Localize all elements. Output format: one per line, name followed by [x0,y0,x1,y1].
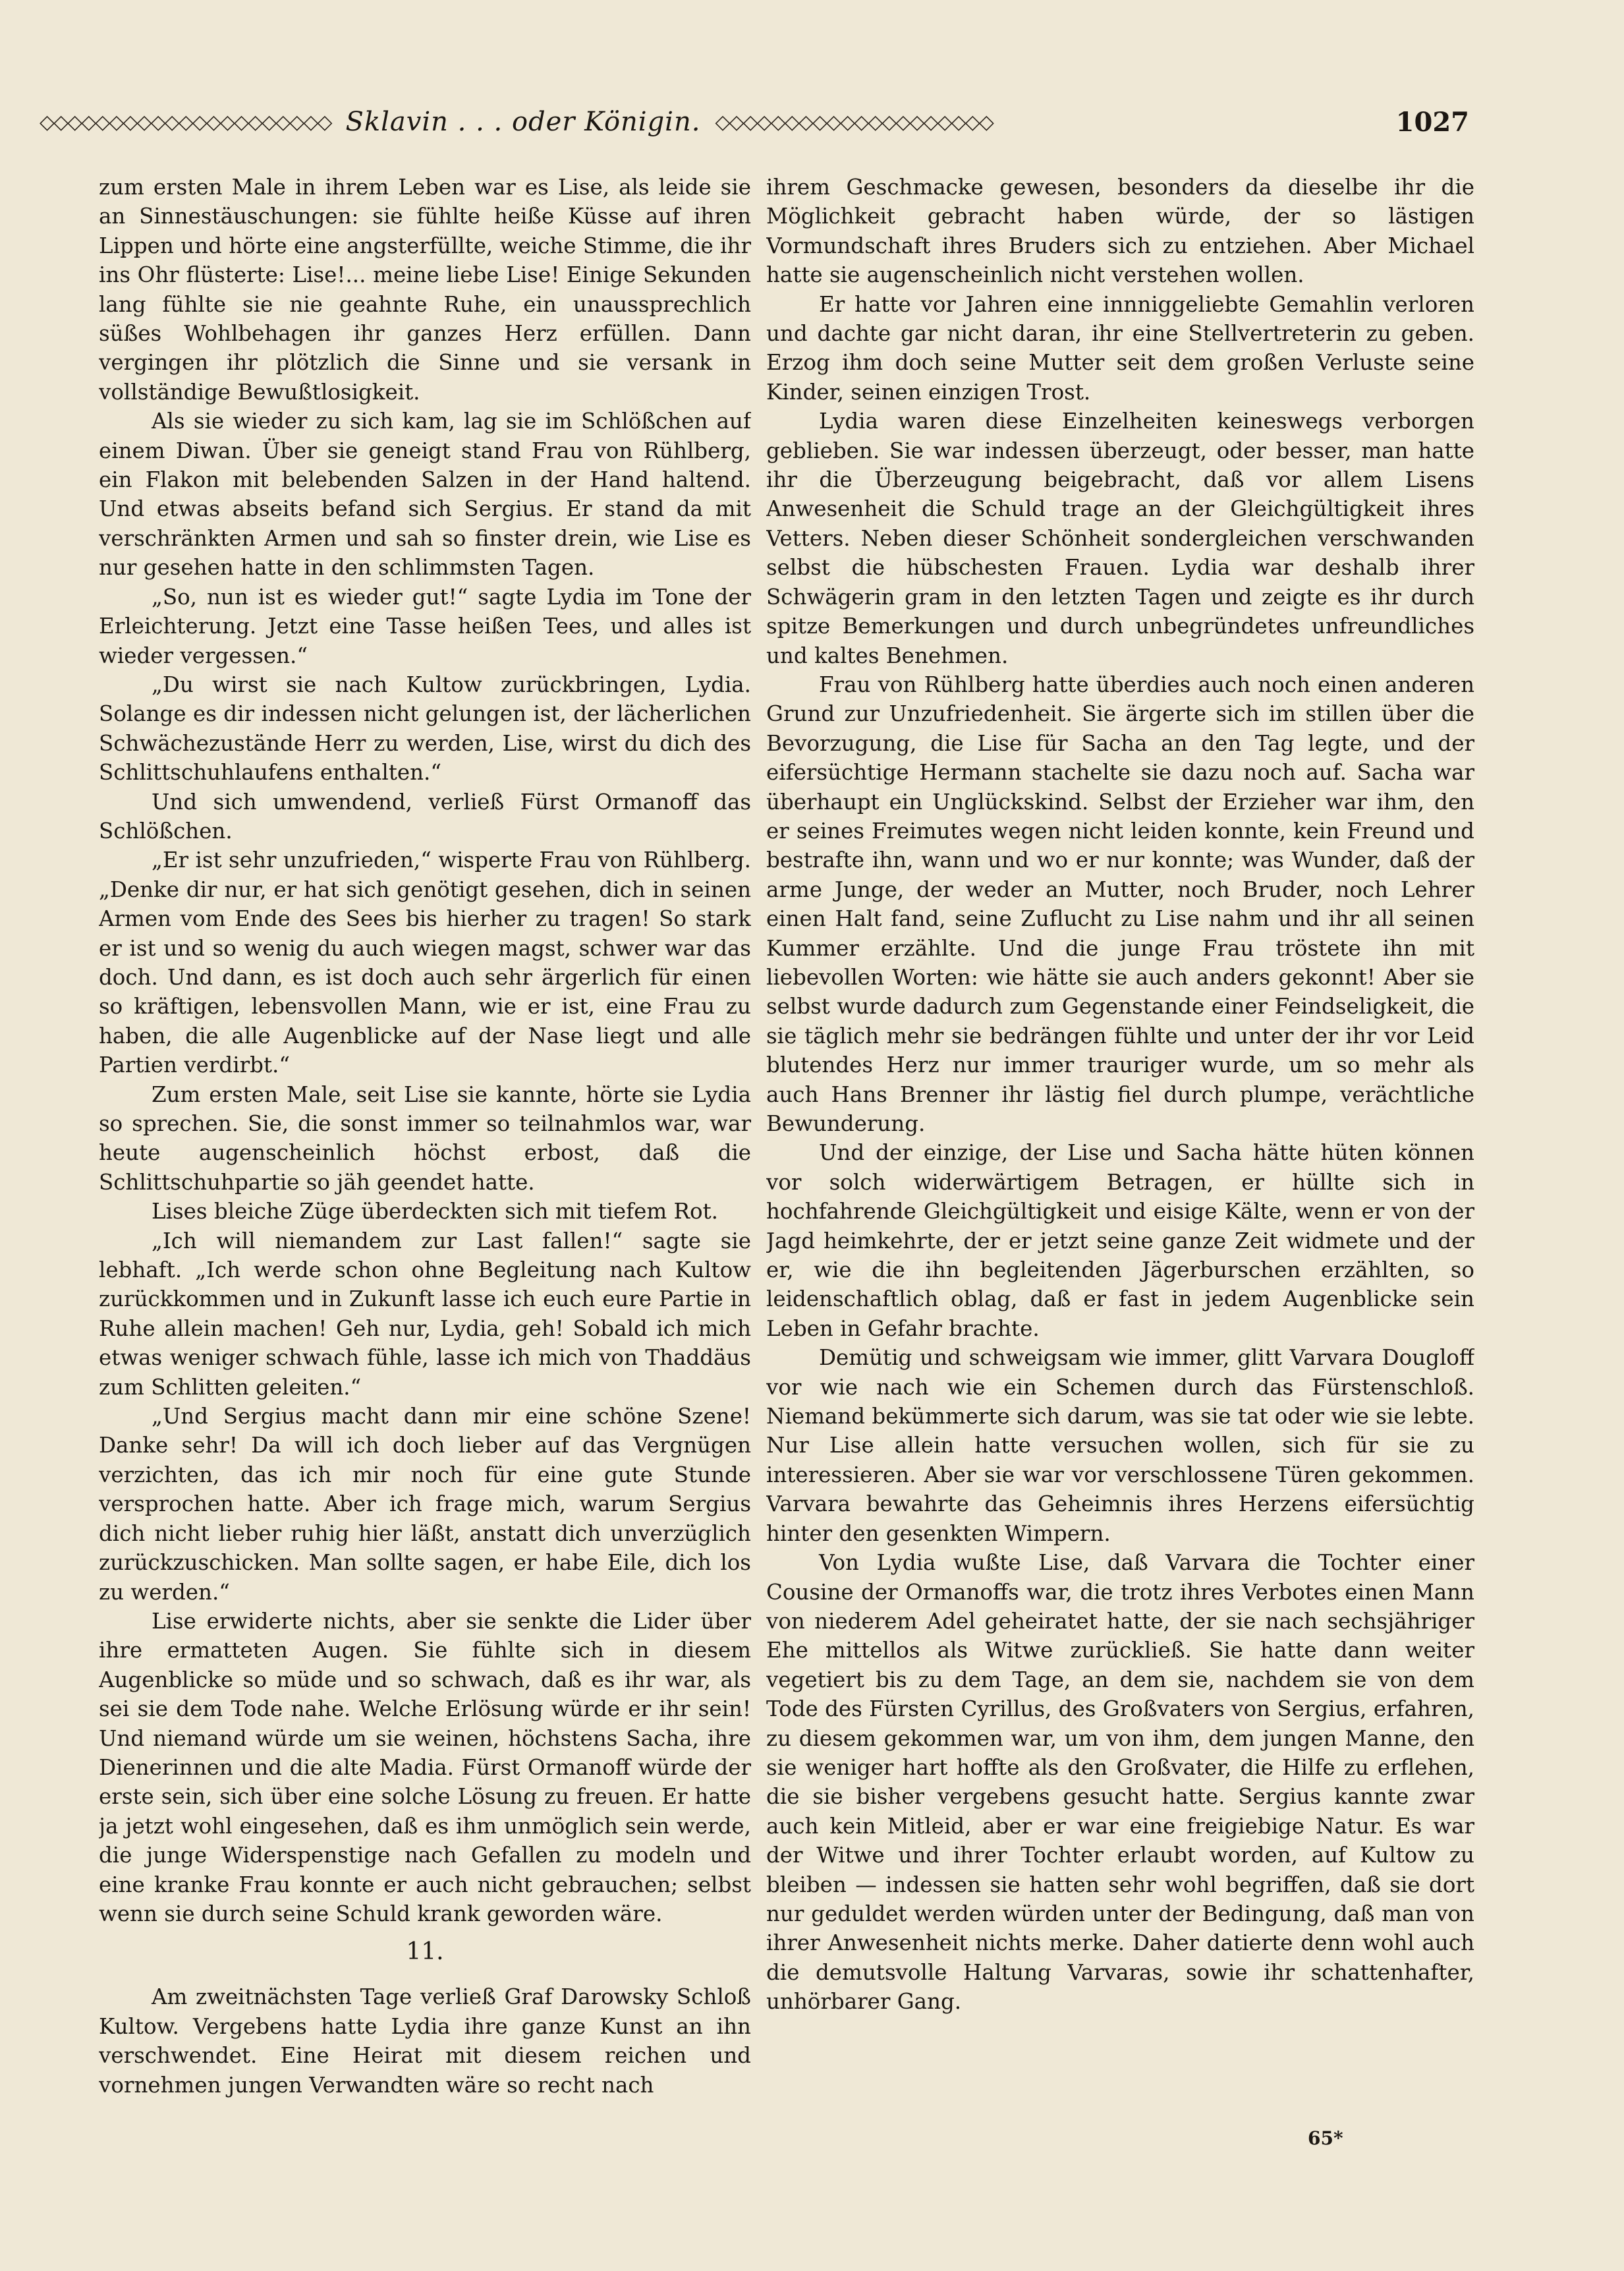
chapter-heading: 11. [406,1938,444,1966]
running-title: Sklavin . . . oder Königin. [345,107,701,137]
paragraph: zum ersten Male in ihrem Leben war es Lise, als leide sie an Sinnestäuschungen: sie fühlte heiße Küsse auf ihren Lippen und hörte eine angsterfüllte, weiche Stimme, die ihr ins Ohr flüsterte: Lise!... meine liebe Lise! Einige Sekunden lang fühlte sie nie geahnte Ruhe, ein unaussprechlich süßes Wohlbehagen ihr ganzes Herz erfüllen. Dann vergingen ihr plötzlich die Sinne und sie versank in vollständige Bewußtlosigkeit. [99,175,751,405]
paragraph: „Und Sergius macht dann mir eine schöne Szene! Danke sehr! Da will ich doch lieber auf das Vergnügen verzichten, das ich mir noch für eine gute Stunde versprochen hatte. Aber ich frage mich, warum Sergius dich nicht lieber ruhig hier läßt, anstatt dich unverzüglich zurückzuschicken. Man sollte sagen, er habe Eile, dich los zu werden.“ [99,1404,751,1605]
right-column [766,173,1474,2156]
paragraph: Demütig und schweigsam wie immer, glitt Varvara Dougloff vor wie nach wie ein Schemen durch das Fürstenschloß. Niemand bekümmerte sich darum, was sie tat oder wie sie lebte. Nur Lise allein hatte versuchen wollen, sich für sie zu interessieren. Aber sie war vor verschlossene Türen gekommen. Varvara bewahrte das Geheimnis ihres Herzens eifersüchtig hinter den gesenkten Wimpern. [766,1345,1474,1546]
paragraph: ihrem Geschmacke gewesen, besonders da dieselbe ihr die Möglichkeit gebracht haben würde, der so lästigen Vormundschaft ihres Bruders sich zu entziehen. Aber Michael hatte sie augenscheinlich nicht verstehen wollen. [766,175,1474,288]
running-header [40,99,1469,145]
paragraph: „Ich will niemandem zur Last fallen!“ sagte sie lebhaft. „Ich werde schon ohne Begleitung nach Kultow zurückkommen und in Zukunft lasse ich euch eure Partie in Ruhe allein machen! Geh nur, Lydia, geh! Sobald ich mich etwas weniger schwach fühle, lasse ich mich von Thaddäus zum Schlitten geleiten.“ [99,1228,751,1400]
paragraph: Lise erwiderte nichts, aber sie senkte die Lider über ihre ermatteten Augen. Sie fühlte sich in diesem Augenblicke so müde und so schwach, daß es ihr war, als sei sie dem Tode nahe. Welche Erlösung würde er ihr sein! Und niemand würde um sie weinen, höchstens Sacha, ihre Dienerinnen und die alte Madia. Fürst Ormanoff würde der erste sein, sich über eine solche Lösung zu freuen. Er hatte ja jetzt wohl eingesehen, daß es ihm unmöglich sein werde, die junge Widerspenstige nach Gefallen zu modeln und eine kranke Frau konnte er auch nicht gebrauchen; selbst wenn sie durch seine Schuld krank geworden wäre. [99,1608,751,1926]
left-column [99,173,751,2156]
paragraph: Zum ersten Male, seit Lise sie kannte, hörte sie Lydia so sprechen. Sie, die sonst immer so teilnahmlos war, war heute augenscheinlich höchst erbost, daß die Schlittschuhpartie so jäh geendet hatte. [99,1081,751,1195]
paragraph: „Er ist sehr unzufrieden,“ wisperte Frau von Rühlberg. „Denke dir nur, er hat sich genötigt gesehen, dich in seinen Armen vom Ende des Sees bis hierher zu tragen! So stark er ist und so wenig du auch wiegen magst, schwer war das doch. Und dann, es ist doch auch sehr ärgerlich für einen so kräftigen, lebensvollen Mann, wie er ist, eine Frau zu haben, die alle Augenblicke auf der Nase liegt und alle Partien verdirbt.“ [99,848,751,1078]
paragraph: Lises bleiche Züge überdeckten sich mit tiefem Rot. [152,1199,718,1224]
signature-mark: 65* [1308,2127,1343,2149]
paragraph: Als sie wieder zu sich kam, lag sie im Schlößchen auf einem Diwan. Über sie geneigt stand Frau von Rühlberg, ein Flakon mit belebenden Salzen in der Hand haltend. Und etwas abseits befand sich Sergius. Er stand da mit verschränkten Armen und sah so finster drein, wie Lise es nur gesehen hatte in den schlimmsten Tagen. [99,409,751,581]
paragraph: Lydia waren diese Einzelheiten keineswegs verborgen geblieben. Sie war indessen überzeugt, oder besser, man hatte ihr die Überzeugung beigebracht, daß vor allem Lisens Anwesenheit die Schuld trage an der Gleichgültigkeit ihres Vetters. Neben dieser Schönheit sondergleichen verschwanden selbst die hübschesten Frauen. Lydia war deshalb ihrer Schwägerin gram in den letzten Tagen und zeigte es ihr durch spitze Bemerkungen und durch unbegründetes unfreundliches und kaltes Benehmen. [766,409,1474,668]
paragraph: „Du wirst sie nach Kultow zurückbringen, Lydia. Solange es dir indessen nicht gelungen ist, der lächerlichen Schwächezustände Herr zu werden, Lise, wirst du dich des Schlittschuhlaufens enthalten.“ [99,672,751,786]
paragraph: „So, nun ist es wieder gut!“ sagte Lydia im Tone der Erleichterung. Jetzt eine Tasse heißen Tees, und alles ist wieder vergessen.“ [99,584,751,668]
paragraph: Frau von Rühlberg hatte überdies auch noch einen anderen Grund zur Unzufriedenheit. Sie ärgerte sich im stillen über die Bevorzugung, die Lise für Sacha an den Tag legte, und der eifersüchtige Hermann stachelte sie dazu noch auf. Sacha war überhaupt ein Unglückskind. Selbst der Erzieher war ihm, den er seines Freimutes wegen nicht leiden konnte, kein Freund und bestrafte ihn, wann und wo er nur konnte; was Wunder, daß der arme Junge, der weder an Mutter, noch Bruder, noch Lehrer einen Halt fand, seine Zuflucht zu Lise nahm und ihr all seinen Kummer erzählte. Und die junge Frau tröstete ihn mit liebevollen Worten: wie hätte sie auch anders gekonnt! Aber sie selbst wurde dadurch zum Gegenstande einer Feindseligkeit, die sie täglich mehr sie bedrängen fühlte und unter der ihr vor Leid blutendes Herz nur immer trauriger wurde, um so mehr als auch Hans Brenner ihr lästig fiel durch plumpe, verächtliche Bewunderung. [766,672,1474,1136]
paragraph: Am zweitnächsten Tage verließ Graf Darowsky Schloß Kultow. Vergebens hatte Lydia ihre ganze Kunst an ihn verschwendet. Eine Heirat mit diesem reichen und vornehmen jungen Verwandten wäre so recht nach [99,1984,751,2098]
paragraph: Und der einzige, der Lise und Sacha hätte hüten können vor solch widerwärtigem Betragen, er hüllte sich in hochfahrende Gleichgültigkeit und eisige Kälte, wenn er von der Jagd heimkehrte, der er jetzt seine ganze Zeit widmete und der er, wie die ihn begleitenden Jägerburschen erzählten, so leidenschaftlich oblag, daß er fast in jedem Augenblicke sein Leben in Gefahr brachte. [766,1140,1474,1341]
ornament-right-icon: ◇◇◇◇◇◇◇◇◇◇◇◇◇◇◇◇◇◇◇◇ [715,110,993,134]
paragraph: Und sich umwendend, verließ Fürst Ormanoff das Schlößchen. [99,789,751,844]
ornament-left-icon: ◇◇◇◇◇◇◇◇◇◇◇◇◇◇◇◇◇◇◇◇◇ [40,110,331,134]
page-number: 1027 [1395,106,1469,138]
paragraph: Von Lydia wußte Lise, daß Varvara die Tochter einer Cousine der Ormanoffs war, die trotz ihres Verbotes einen Mann von niederem Adel geheiratet hatte, der sie nach sechsjähriger Ehe mittellos als Witwe zurückließ. Sie hatte dann weiter vegetiert bis zu dem Tage, an dem sie, nachdem sie von dem Tode des Fürsten Cyrillus, des Großvaters von Sergius, erfahren, zu diesem gekommen war, um von ihm, dem jungen Manne, den sie weniger hart hoffte als den Großvater, die Hilfe zu erflehen, die sie bisher vergebens gesucht hatte. Sergius kannte zwar auch kein Mitleid, aber er war eine freigiebige Natur. Es war der Witwe und ihrer Tochter erlaubt worden, auf Kultow zu bleiben — indessen sie hatten sehr wohl begriffen, daß sie dort nur geduldet werden würden unter der Bedingung, daß man von ihrer Anwesenheit nichts merke. Daher datierte denn wohl auch die demutsvolle Haltung Varvaras, sowie ihr schattenhafter, unhörbarer Gang. [766,1550,1474,2015]
text-columns [99,173,1474,2156]
paragraph: Er hatte vor Jahren eine innniggeliebte Gemahlin verloren und dachte gar nicht daran, ihr eine Stellvertreterin zu geben. Erzog ihm doch seine Mutter seit dem großen Verluste seine Kinder, seinen einzigen Trost. [766,291,1474,405]
